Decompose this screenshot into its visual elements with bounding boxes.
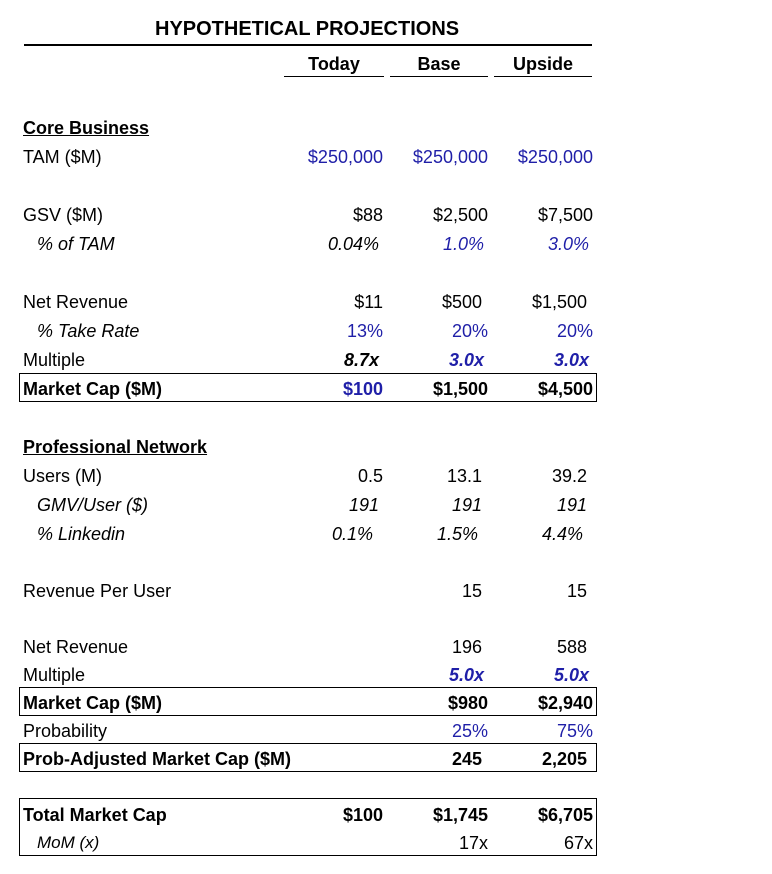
page-title: HYPOTHETICAL PROJECTIONS [155,18,460,40]
core-multiple-base: 3.0x [448,350,484,370]
core-multiple-label: Multiple [23,350,86,370]
gmv-today: 191 [348,495,379,515]
pro-multiple-upside: 5.0x [553,665,589,685]
col-header-base: Base [417,54,461,74]
users-upside: 39.2 [551,466,587,486]
col-underline-today [284,76,384,77]
total-market-cap-upside: $6,705 [537,805,593,825]
prob-adjusted-base: 245 [451,749,482,769]
take-rate-label: % Take Rate [37,321,140,341]
probability-upside: 75% [556,721,593,741]
tam-base: $250,000 [412,147,488,167]
gsv-label: GSV ($M) [23,205,104,225]
prob-adjusted-label: Prob-Adjusted Market Cap ($M) [23,749,292,769]
pro-market-cap-label: Market Cap ($M) [23,693,163,713]
col-underline-upside [494,76,592,77]
mom-upside: 67x [563,833,593,853]
core-net-revenue-today: $11 [354,292,383,312]
title-underline [24,44,592,46]
gsv-today: $88 [352,205,383,225]
core-market-cap-upside: $4,500 [537,379,593,399]
linkedin-base: 1.5% [436,524,478,544]
tam-label: TAM ($M) [23,147,102,167]
pro-net-revenue-base: 196 [451,637,482,657]
core-market-cap-today: $100 [342,379,383,399]
pct-tam-upside: 3.0% [547,234,589,254]
pro-multiple-base: 5.0x [448,665,484,685]
gsv-base: $2,500 [432,205,488,225]
core-net-revenue-label: Net Revenue [23,292,129,312]
core-market-cap-label: Market Cap ($M) [23,379,163,399]
core-net-revenue-base: $500 [441,292,482,312]
core-market-cap-base: $1,500 [432,379,488,399]
pct-tam-base: 1.0% [442,234,484,254]
pro-market-cap-upside: $2,940 [537,693,593,713]
rpu-base: 15 [461,581,482,601]
users-today: 0.5 [357,466,383,486]
probability-label: Probability [23,721,108,741]
col-header-today: Today [308,54,360,74]
rpu-upside: 15 [566,581,587,601]
core-heading: Core Business [23,118,150,138]
mom-base: 17x [458,833,488,853]
pro-heading: Professional Network [23,437,208,457]
gmv-base: 191 [451,495,482,515]
mom-label: MoM (x) [37,833,100,852]
gmv-upside: 191 [556,495,587,515]
take-rate-today: 13% [346,321,383,341]
take-rate-upside: 20% [556,321,593,341]
users-label: Users (M) [23,466,102,486]
rpu-label: Revenue Per User [23,581,172,601]
take-rate-base: 20% [451,321,488,341]
pct-tam-label: % of TAM [37,234,115,254]
core-net-revenue-upside: $1,500 [531,292,587,312]
tam-today: $250,000 [307,147,383,167]
pro-net-revenue-upside: 588 [556,637,587,657]
gsv-upside: $7,500 [537,205,593,225]
users-base: 13.1 [446,466,482,486]
probability-base: 25% [451,721,488,741]
pct-tam-today: 0.04% [327,234,379,254]
linkedin-today: 0.1% [331,524,373,544]
pro-net-revenue-label: Net Revenue [23,637,129,657]
core-multiple-today: 8.7x [343,350,379,370]
total-market-cap-base: $1,745 [432,805,488,825]
pro-market-cap-base: $980 [447,693,488,713]
col-underline-base [390,76,488,77]
total-market-cap-label: Total Market Cap [23,805,167,825]
linkedin-label: % Linkedin [37,524,126,544]
core-multiple-upside: 3.0x [553,350,589,370]
linkedin-upside: 4.4% [541,524,583,544]
prob-adjusted-upside: 2,205 [541,749,587,769]
pro-multiple-label: Multiple [23,665,86,685]
col-header-upside: Upside [512,54,573,74]
total-market-cap-today: $100 [342,805,383,825]
gmv-label: GMV/User ($) [37,495,149,515]
tam-upside: $250,000 [517,147,593,167]
